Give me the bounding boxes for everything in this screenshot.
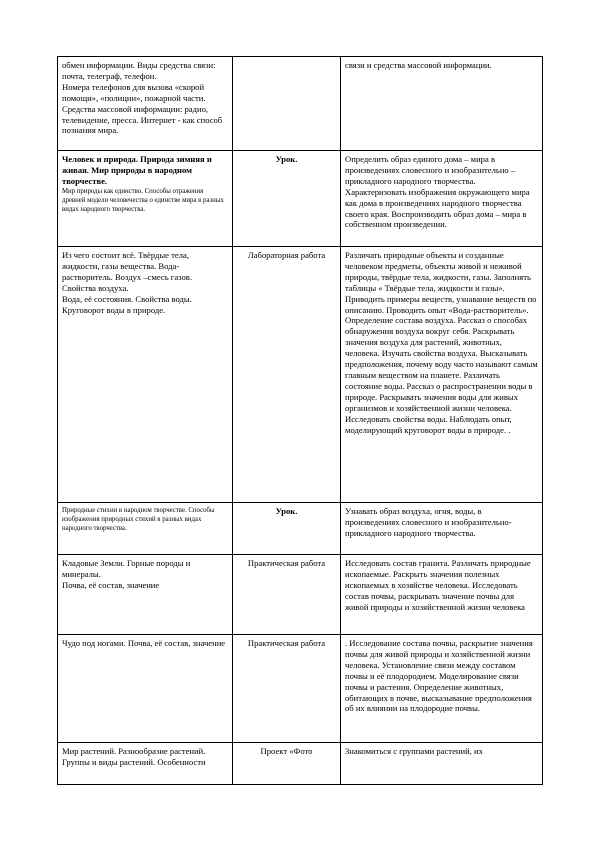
lesson-type-cell: Урок. xyxy=(233,503,341,555)
topic-cell xyxy=(58,503,233,555)
table-row xyxy=(58,57,543,151)
topic-paragraph: Средства массовой информации: радио, телевидение, пресса. Интернет - как способ познания мира. xyxy=(62,103,223,136)
lesson-type-cell: Практическая работа xyxy=(233,555,341,635)
topic-paragraph: Человек и природа. Природа зимняя и живая. Мир природы в народном творчестве. xyxy=(62,154,212,186)
lesson-type-cell: Лабораторная работа xyxy=(233,247,341,503)
table-row xyxy=(58,503,543,555)
lesson-plan-table xyxy=(57,56,543,785)
topic-paragraph: Вода, её состояния. Свойства воды. Круговорот воды в природе. xyxy=(62,293,192,315)
topic-paragraph: Мир растений. Разнообразие растений. Группы и виды растений. Особенности xyxy=(62,746,206,767)
topic-paragraph: Из чего состоит всё. Твёрдые тела, жидкости, газы вещества. Вода- растворитель. Воздух –смесь газов. Свойства воздуха. xyxy=(62,250,192,293)
topic-paragraph: Номера телефонов для вызова «скорой помощи», «полиции», пожарной части. xyxy=(62,81,206,103)
table-row xyxy=(58,635,543,743)
activity-cell: Знакомиться с группами растений, их xyxy=(341,743,543,785)
activity-cell: Определить образ единого дома – мира в произведениях словесного и изобразительно – прикладного народного творчества. Характеризовать изображения окружающего мира как дома в произведениях народного творчества своего края. Воспроизводить образ дома – мира в собственном произведении. xyxy=(341,151,543,247)
table-row xyxy=(58,247,543,503)
activity-cell: Исследовать состав гранита. Различать природные ископаемые. Раскрыть значения полезных ископаемых в хозяйстве человека. Исследовать состав почвы, раскрывать значение почвы для живой природы и хозяйственной жизни человека xyxy=(341,555,543,635)
table-row xyxy=(58,743,543,785)
topic-cell xyxy=(58,57,233,151)
activity-cell: связи и средства массовой информации. xyxy=(341,57,543,151)
table-row xyxy=(58,555,543,635)
lesson-type-cell xyxy=(233,57,341,151)
topic-paragraph: Мир природы как единство. Способы отражения древней модели человечества о единстве мира в разных видах народного творчества. xyxy=(62,187,224,213)
topic-paragraph: Чудо под ногами. Почва, её состав, значение xyxy=(62,638,226,648)
topic-paragraph: Природные стихии в народном творчестве. Способы изображения природных стихий в разных видах народного творчества. xyxy=(62,507,215,532)
lesson-type-cell: Урок. xyxy=(233,151,341,247)
activity-cell: Узнавать образ воздуха, огня, воды, в произведениях словесного и изобразительно-прикладного народного творчества. xyxy=(341,503,543,555)
activity-cell: . Исследование состава почвы, раскрытие значения почвы для живой природы и хозяйственной жизни человека. Установление связи между составом почвы и её плодородием. Моделирование связи почвы и растения. Определение животных, обитающих в почве, высказывание предположения об их влиянии на плодородие почвы. xyxy=(341,635,543,743)
topic-paragraph: Почва, её состав, значение xyxy=(62,579,160,590)
topic-cell xyxy=(58,555,233,635)
lesson-type-cell: Проект «Фото xyxy=(233,743,341,785)
lesson-type-cell: Практическая работа xyxy=(233,635,341,743)
table-row xyxy=(58,151,543,247)
activity-cell: Различать природные объекты и созданные человеком предметы, объекты живой и неживой природы, твёрдые тела, жидкости, газы. Заполнять таблицы « Твёрдые тела, жидкости и газы». Приводить примеры веществ, узнавание веществ по описанию. Проводить опыт «Вода-растворитель». Определение состава воздуха. Рассказ о способах обнаружения воздуха вокруг себя. Раскрывать значения воздуха для растений, животных, человека. Изучать свойства воздуха. Высказывать предположения, почему воду часто называют самым главным веществом на планете. Различать состояние воды. Рассказ о распространении воды в природе. Раскрывать значения воды для живых организмов и хозяйственной жизни человека. Исследовать свойства воды. Наблюдать опыт, моделирующий круговорот воды в природе. . xyxy=(341,247,543,503)
topic-cell xyxy=(58,635,233,743)
topic-cell xyxy=(58,247,233,503)
topic-cell xyxy=(58,743,233,785)
topic-paragraph: Кладовые Земли. Горные породы и минералы. xyxy=(62,558,191,579)
topic-cell xyxy=(58,151,233,247)
topic-paragraph: обмен информации. Виды средства связи: почта, телеграф, телефон. xyxy=(62,60,216,81)
